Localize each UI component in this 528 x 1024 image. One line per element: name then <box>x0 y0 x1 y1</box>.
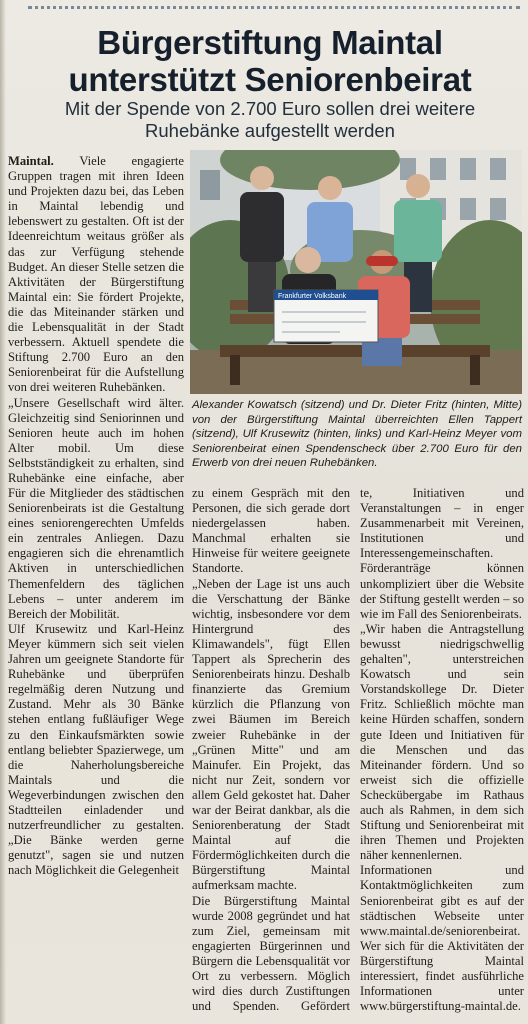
headline-line-2: unterstützt Seniorenbeirat <box>68 61 472 98</box>
subhead-line-1: Mit der Spende von 2.700 Euro sollen drei weitere <box>64 98 476 119</box>
headline-line-1: Bürgerstiftung Maintal <box>97 24 443 61</box>
paragraph-verschattung: „Neben der Lage ist uns auch die Verschattung der Bänke wichtig, insbesondere vor dem Hintergrund des Klimawandels", fügt Ellen Tappert als Sprecherin des Seniorenbeirats hinzu. Deshalb finanzierte das Gremium kürzlich die Pflanzung von zwei Bäumen im Bereich zweier Ruhebänke in der „Grünen Mitte" und am Mainufer. Ein Projekt, das nicht nur Zeit, sondern vor allem Geld gekostet hat. Daher war der Beirat dankbar, als die Seniorenberatung der Stadt Maintal auf die Fördermöglichkeiten durch die Bürgerstiftung Maintal aufmerksam machte. <box>192 576 350 893</box>
body-column-1-bottom <box>8 486 184 1016</box>
photo-caption: Alexander Kowatsch (sitzend) und Dr. Dieter Fritz (hinten, Mitte) von der Bürgerstiftung Maintal überreichten Ellen Tappert (sitzend), Ulf Krusewitz (hinten, links) und Karl-Heinz Meyer vom Seniorenbeirat einen Spendenscheck über 2.700 Euro für den Erwerb von drei neuen Ruhebänken. <box>192 399 522 470</box>
intro-text: Viele engagierte Gruppen tragen mit ihren Ideen und Projekten dazu bei, das Leben in Maintal lebendig und lebenswert zu gestalten. Oft ist der Ideenreichtum weitaus größer als das zur Verfügung stehende Budget. An dieser Stelle setzen die Aktivitäten der Bürgerstiftung Maintal ein: Sie fördert Projekte, die das Miteinander stärken und die Lebensqualität in der Stadt verbessern. Aktuell spendete die Stiftung 2.700 Euro an den Seniorenbeirat für die Aufstellung von drei weiteren Ruhebänken. <box>8 154 184 395</box>
body-column-2 <box>192 486 350 1016</box>
photo-illustration <box>190 150 522 394</box>
paragraph-initiativen: te, Initiativen und Veranstaltungen – in enger Zusammenarbeit mit Vereinen, Institutionen und Interessengemeinschaften. Förderanträge können unkompliziert über die Website der Stiftung gestellt werden – so wie im Fall des Seniorenbeirats. <box>360 486 524 621</box>
top-dotted-rule <box>28 6 520 9</box>
cheque-bank-label: Frankfurter Volksbank <box>278 293 347 300</box>
subhead-line-2: Ruhebänke aufgestellt werden <box>145 120 395 141</box>
quote-paragraph: „Unsere Gesellschaft wird älter. Gleichzeitig sind Seniorinnen und Senioren heute auch im hohen Alter mobil. Um diese Selbstständigkeit zu erhalten, sind Ruhebänke eine einfache, aber <box>8 395 184 484</box>
article-headline <box>20 24 520 98</box>
paragraph-stiftung: Die Bürgerstiftung Maintal wurde 2008 gegründet und hat zum Ziel, gemeinsam mit engagierten Bürgerinnen und Bürgern die Lebensqualität vor Ort zu verbessern. Möglich wird dies durch Zustiftungen und Spenden. Gefördert <box>192 893 350 1014</box>
paragraph-informationen: Informationen und Kontaktmöglichkeiten zum Seniorenbeirat gibt es auf der städtischen Webseite unter www.maintal.de/seniorenbeirat. Wer sich für die Aktivitäten der Bürgerstiftung Maintal interessiert, findet ausführliche Informationen unter www.bürgerstiftung-maintal.de. <box>360 863 524 1014</box>
paragraph-seniorenbeirat: Für die Mitglieder des städtischen Seniorenbeirats ist die Gestaltung eines seniorengerechten Umfelds ein zentrales Anliegen. Dazu engagieren sich die ehrenamtlich Aktiven in unterschiedlichen Themenfeldern des täglichen Lebens – unter anderem im Bereich der Mobilität. <box>8 486 184 621</box>
paragraph-gespraech: zu einem Gespräch mit den Personen, die sich gerade dort niedergelassen haben. Manchmal erhalten sie Hinweise für weitere geeignete Standorte. <box>192 486 350 576</box>
paragraph-standorte: Ulf Krusewitz und Karl-Heinz Meyer kümmern sich seit vielen Jahren um geeignete Standorte für Ruhebänke und überprüfen regelmäßig deren Nutzung und Zustand. Mehr als 30 Bänke stehen entlang fußläufiger Wege zu den Einkaufsmärkten sowie entlang beliebter Spazierwege, um die Naherholungsbereiche Maintals und die Wegeverbindungen zwischen den Stadtteilen einladender und nutzerfreundlicher zu gestalten. „Die Bänke werden gerne genutzt", sagen sie und nutzen nach Möglichkeit die Gelegenheit <box>8 621 184 878</box>
article-subheadline <box>20 98 520 142</box>
body-column-3 <box>360 486 524 1016</box>
page-fold-shadow <box>0 0 6 1024</box>
paragraph-antragstellung: „Wir haben die Antragstellung bewusst niedrigschwellig gehalten", unterstreichen Kowatsch und sein Vorstandskollege Dr. Dieter Fritz. Schließlich möchte man keine Hürden schaffen, sondern gute Ideen und Initiativen für die Menschen und das Miteinander fördern. Und so erweist sich die offizielle Scheckübergabe im Rathaus auch als Rahmen, in dem sich Stiftung und Seniorenbeirat mit ihren Themen und Projekten näher kennenlernen. <box>360 621 524 863</box>
body-column-1-top <box>8 154 184 484</box>
article-photo <box>190 150 522 394</box>
dateline: Maintal. <box>8 154 54 168</box>
intro-paragraph <box>8 154 184 396</box>
